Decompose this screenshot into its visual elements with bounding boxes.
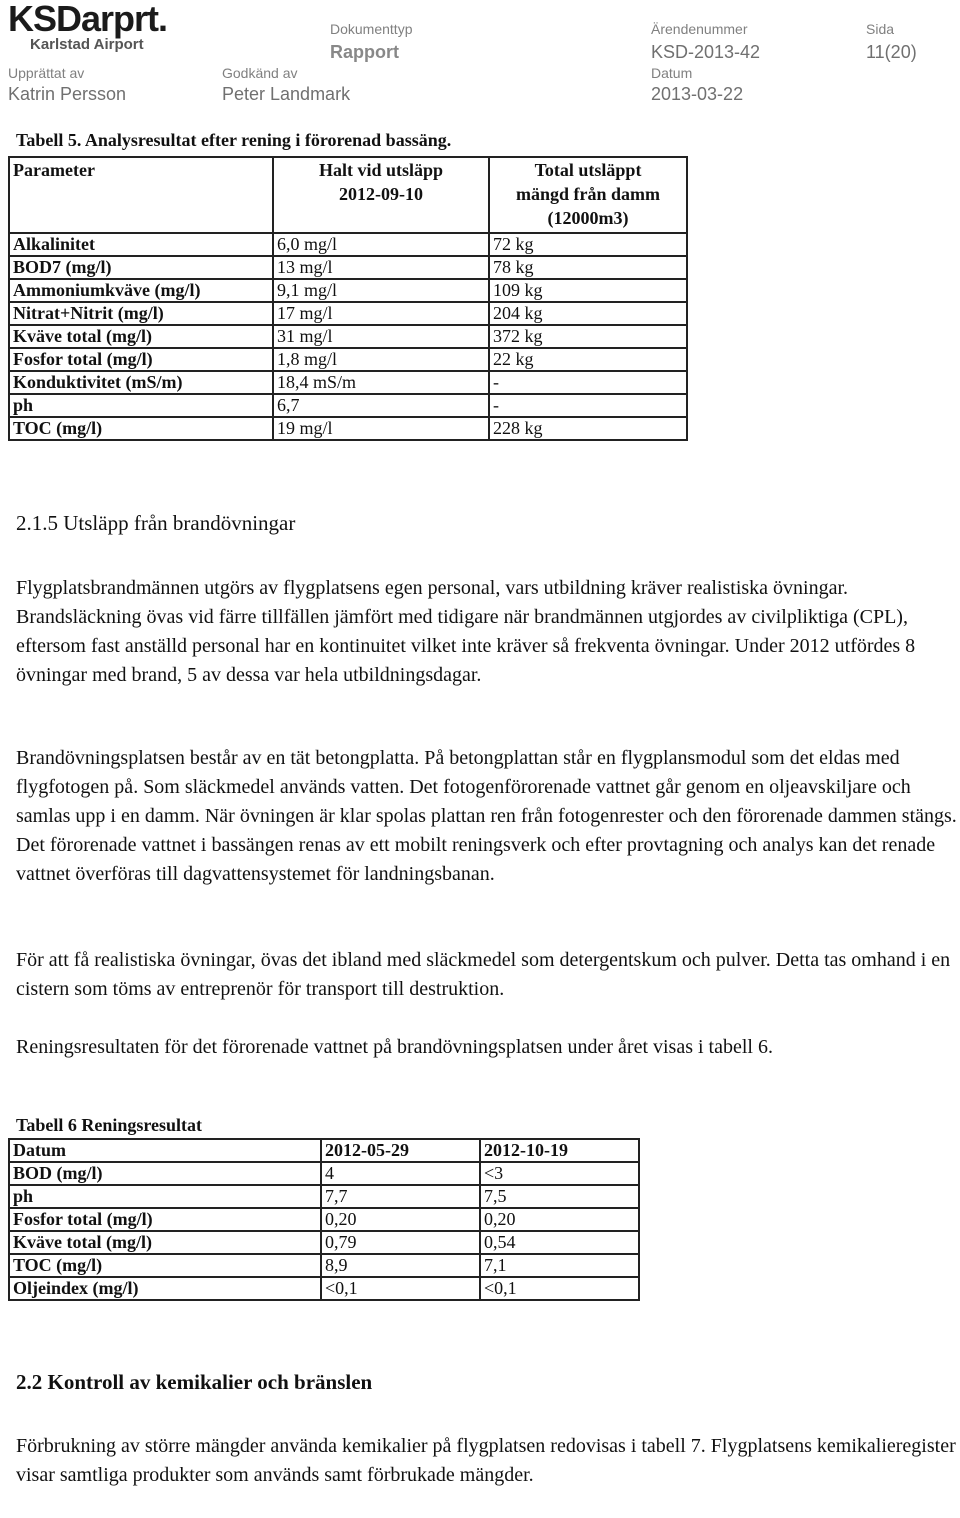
table-cell: Alkalinitet [9, 233, 273, 256]
table-cell: ph [9, 394, 273, 417]
section-215-paragraph-4: Reningsresultaten för det förorenade vattnet på brandövningsplatsen under året visas i tabell 6. [16, 1036, 773, 1058]
table-cell: Kväve total (mg/l) [9, 1231, 321, 1254]
section-215-heading: 2.1.5 Utsläpp från brandövningar [16, 511, 296, 535]
table-cell: Fosfor total (mg/l) [9, 1208, 321, 1231]
table-cell: 19 mg/l [273, 417, 489, 440]
table5 [8, 156, 688, 441]
section-215-paragraph-1: Flygplatsbrandmännen utgörs av flygplatsens egen personal, vars utbildning kräver realistiska övningar. Brandsläckning övas vid färre tillfällen jämfört med tidigare när brandmännen utgjordes av civilpliktiga (CPL), eftersom fast anställd personal har en kontinuitet vilket inte kräver så frekventa övningar. Under 2012 utfördes 8 övningar med brand, 5 av dessa var hela utbildningsdagar. [16, 577, 916, 686]
table-cell: BOD (mg/l) [9, 1162, 321, 1185]
page-label: Sida [866, 21, 895, 37]
table-cell: - [489, 371, 687, 394]
table-row [9, 1277, 639, 1300]
table-cell: TOC (mg/l) [9, 417, 273, 440]
table-cell: 18,4 mS/m [273, 371, 489, 394]
table-cell: Fosfor total (mg/l) [9, 348, 273, 371]
table-cell: Kväve total (mg/l) [9, 325, 273, 348]
table-cell: 8,9 [321, 1254, 480, 1277]
table-cell: ph [9, 1185, 321, 1208]
case-number-label: Ärendenummer [651, 21, 748, 37]
doc-type-label: Dokumenttyp [330, 21, 413, 37]
logo-main-text: KSDarprt. [8, 0, 168, 39]
table-cell: 22 kg [489, 348, 687, 371]
logo-sub-text: Karlstad Airport [30, 36, 144, 53]
table-cell: <0,1 [480, 1277, 639, 1300]
table-row [9, 1254, 639, 1277]
table-cell: 9,1 mg/l [273, 279, 489, 302]
table-row [9, 1162, 639, 1185]
table-cell: BOD7 (mg/l) [9, 256, 273, 279]
section-215-paragraph-3: För att få realistiska övningar, övas det ibland med släckmedel som detergentskum och pulver. Detta tas omhand i en cistern som töms av entreprenör för transport till destruktion. [16, 949, 951, 1000]
table-cell: - [489, 394, 687, 417]
table5-header-halt: Halt vid utsläpp 2012-09-10 [273, 157, 489, 233]
table-row [9, 417, 687, 440]
table-cell: 109 kg [489, 279, 687, 302]
table-row [9, 1185, 639, 1208]
approved-label: Godkänd av [222, 65, 298, 81]
table-cell: <0,1 [321, 1277, 480, 1300]
table-row [9, 1231, 639, 1254]
document-header [0, 0, 960, 112]
table-cell: 0,54 [480, 1231, 639, 1254]
table-cell: 7,5 [480, 1185, 639, 1208]
table-cell: TOC (mg/l) [9, 1254, 321, 1277]
table-row [9, 1208, 639, 1231]
table5-caption: Tabell 5. Analysresultat efter rening i förorenad bassäng. [16, 130, 452, 150]
case-number-value: KSD-2013-42 [651, 42, 761, 62]
section-22-heading: 2.2 Kontroll av kemikalier och bränslen [16, 1370, 373, 1394]
table6-header-datum: Datum [9, 1139, 321, 1162]
table6-header-date2: 2012-10-19 [480, 1139, 639, 1162]
table-cell: 13 mg/l [273, 256, 489, 279]
table-row [9, 348, 687, 371]
table-cell: 6,0 mg/l [273, 233, 489, 256]
table6 [8, 1138, 640, 1301]
table-cell: 7,1 [480, 1254, 639, 1277]
date-label: Datum [651, 65, 693, 81]
table-cell: 228 kg [489, 417, 687, 440]
table5-header-row [9, 157, 687, 233]
table-row [9, 302, 687, 325]
table-cell: 17 mg/l [273, 302, 489, 325]
table-cell: 72 kg [489, 233, 687, 256]
author-label: Upprättat av [8, 65, 85, 81]
date-value: 2013-03-22 [651, 84, 744, 104]
table-row [9, 233, 687, 256]
table-cell: 204 kg [489, 302, 687, 325]
table-cell: Oljeindex (mg/l) [9, 1277, 321, 1300]
table-cell: 4 [321, 1162, 480, 1185]
table-cell: 6,7 [273, 394, 489, 417]
table-cell: 0,79 [321, 1231, 480, 1254]
page-value: 11(20) [866, 42, 917, 62]
table-row [9, 371, 687, 394]
table-row [9, 279, 687, 302]
company-logo [8, 0, 168, 53]
doc-type-value: Rapport [330, 42, 399, 62]
table-cell: <3 [480, 1162, 639, 1185]
table6-header-date1: 2012-05-29 [321, 1139, 480, 1162]
author-value: Katrin Persson [8, 84, 127, 104]
section-215-paragraph-2: Brandövningsplatsen består av en tät betongplatta. På betongplattan står en flygplansmodul som det eldas med flygfotogen på. Som släckmedel används vatten. Det fotogenförorenade vattnet går genom en oljeavskiljare och samlas upp i en damm. När övningen är klar spolas plattan ren från fotogenrester och den förorenade dammen stängs. Det förorenade vattnet i bassängen renas av ett mobilt reningsverk och efter provtagning och analys kan det renade vattnet överföras till dagvattensystemet för landningsbanan. [16, 747, 957, 885]
table5-header-total: Total utsläppt mängd från damm (12000m3) [489, 157, 687, 233]
table-row [9, 256, 687, 279]
table-cell: Ammoniumkväve (mg/l) [9, 279, 273, 302]
table-cell: 0,20 [321, 1208, 480, 1231]
approved-value: Peter Landmark [222, 84, 351, 104]
table-row [9, 394, 687, 417]
section-22-paragraph: Förbrukning av större mängder använda kemikalier på flygplatsen redovisas i tabell 7. Flygplatsens kemikalieregister visar samtliga produkter som används samt förbrukade mängder. [16, 1435, 956, 1486]
table-row [9, 325, 687, 348]
table5-header-parameter: Parameter [9, 157, 273, 233]
table-cell: 0,20 [480, 1208, 639, 1231]
table6-header-row [9, 1139, 639, 1162]
table-cell: Nitrat+Nitrit (mg/l) [9, 302, 273, 325]
table6-caption: Tabell 6 Reningsresultat [16, 1115, 203, 1135]
table-cell: 372 kg [489, 325, 687, 348]
table-cell: 7,7 [321, 1185, 480, 1208]
table-cell: Konduktivitet (mS/m) [9, 371, 273, 394]
table-cell: 31 mg/l [273, 325, 489, 348]
table-cell: 1,8 mg/l [273, 348, 489, 371]
table-cell: 78 kg [489, 256, 687, 279]
